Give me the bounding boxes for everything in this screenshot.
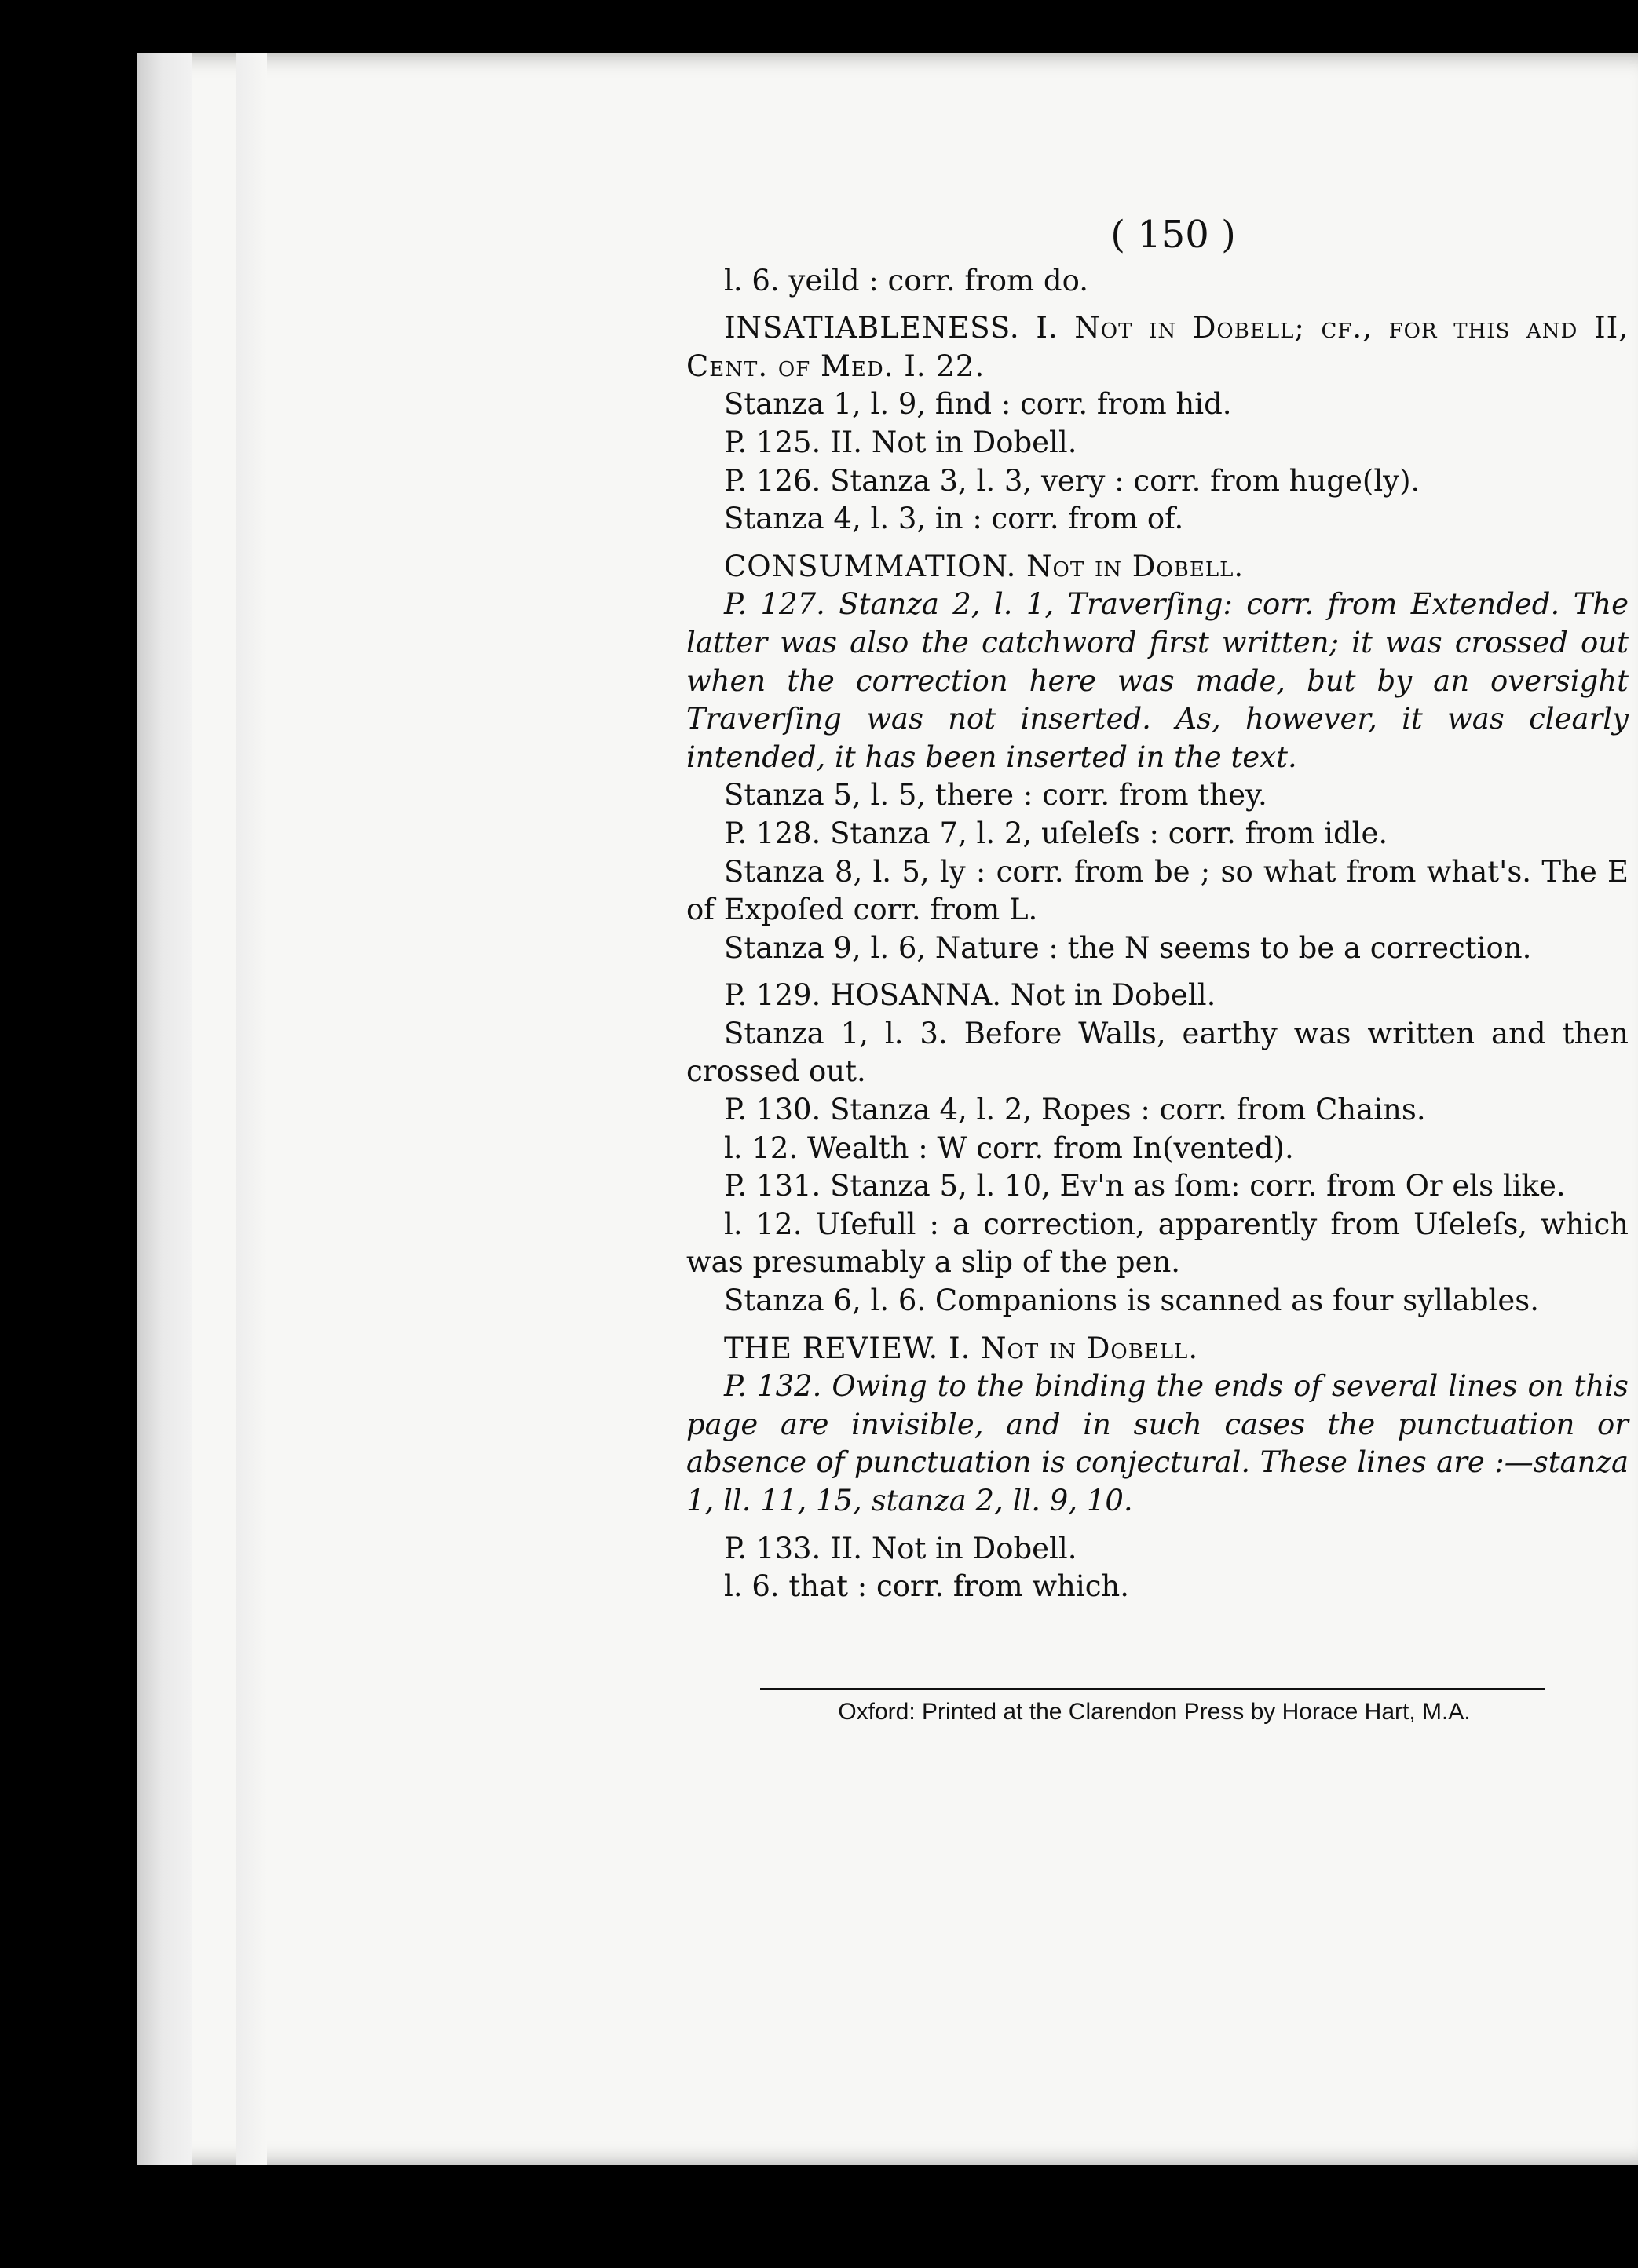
text-line: INSATIABLENESS. I. Not in Dobell; cf., for this and II, Cent. of Med. I. 22.: [686, 311, 1629, 383]
text-line: P. 125. II. Not in Dobell.: [724, 425, 1077, 459]
text-line: P. 128. Stanza 7, l. 2, uſeleſs : corr. from idle.: [724, 816, 1388, 850]
text-line: Stanza 9, l. 6, Nature : the N seems to be a correction.: [724, 930, 1532, 965]
text-line: P. 133. II. Not in Dobell.: [724, 1531, 1077, 1565]
footer-rule: [760, 1688, 1545, 1690]
text-line: CONSUMMATION. Not in Dobell.: [724, 549, 1245, 583]
page-edge-shadow: [137, 53, 192, 2165]
text-line: Stanza 1, l. 3. Before Walls, earthy was written and then crossed out.: [686, 1016, 1629, 1089]
printer-imprint: Oxford: Printed at the Clarendon Press by Horace Hart, M.A.: [838, 1699, 1471, 1725]
text-line: P. 129. HOSANNA. Not in Dobell.: [724, 978, 1216, 1013]
text-line: Stanza 4, l. 3, in : corr. from of.: [724, 502, 1184, 536]
text-line: P. 127. Stanza 2, l. 1, Traverſing: corr. from Extended. The latter was also the catchword first written; it was crossed out when the correction here was made, but by an oversight Traverſing was not inserted. As, however, it was clearly intended, it has been inserted in the text.: [686, 587, 1629, 774]
text-line: THE REVIEW. I. Not in Dobell.: [724, 1331, 1199, 1365]
text-line: Stanza 8, l. 5, ly : corr. from be ; so what from what's. The E of Expoſed corr. from L.: [686, 854, 1629, 927]
text-line: P. 126. Stanza 3, l. 3, very : corr. from huge(ly).: [724, 463, 1420, 498]
text-line: l. 6. yeild : corr. from do.: [724, 263, 1088, 298]
text-line: Stanza 5, l. 5, there : corr. from they.: [724, 778, 1267, 813]
page-edge-fold: [236, 53, 267, 2165]
text-line: l. 12. Uſefull : a correction, apparently from Uſeleſs, which was presumably a slip of the pen.: [686, 1207, 1629, 1280]
text-line: P. 131. Stanza 5, l. 10, Ev'n as ſom: corr. from Or els like.: [724, 1169, 1566, 1203]
text-line: P. 130. Stanza 4, l. 2, Ropes : corr. from Chains.: [724, 1093, 1426, 1127]
page-number: ( 150 ): [1110, 213, 1236, 257]
text-line: l. 12. Wealth : W corr. from In(vented).: [724, 1130, 1294, 1165]
text-line: P. 132. Owing to the binding the ends of several lines on this page are invisible, and in such cases the punctuation or absence of punctuation is conjectural. These lines are :—stanza 1, ll. 11, 15, stanza 2, ll. 9, 10.: [686, 1369, 1629, 1517]
text-block: [686, 213, 1629, 1606]
text-line: Stanza 6, l. 6. Companions is scanned as four syllables.: [724, 1284, 1540, 1318]
text-line: l. 6. that : corr. from which.: [724, 1569, 1130, 1604]
text-line: Stanza 1, l. 9, find : corr. from hid.: [724, 387, 1232, 422]
